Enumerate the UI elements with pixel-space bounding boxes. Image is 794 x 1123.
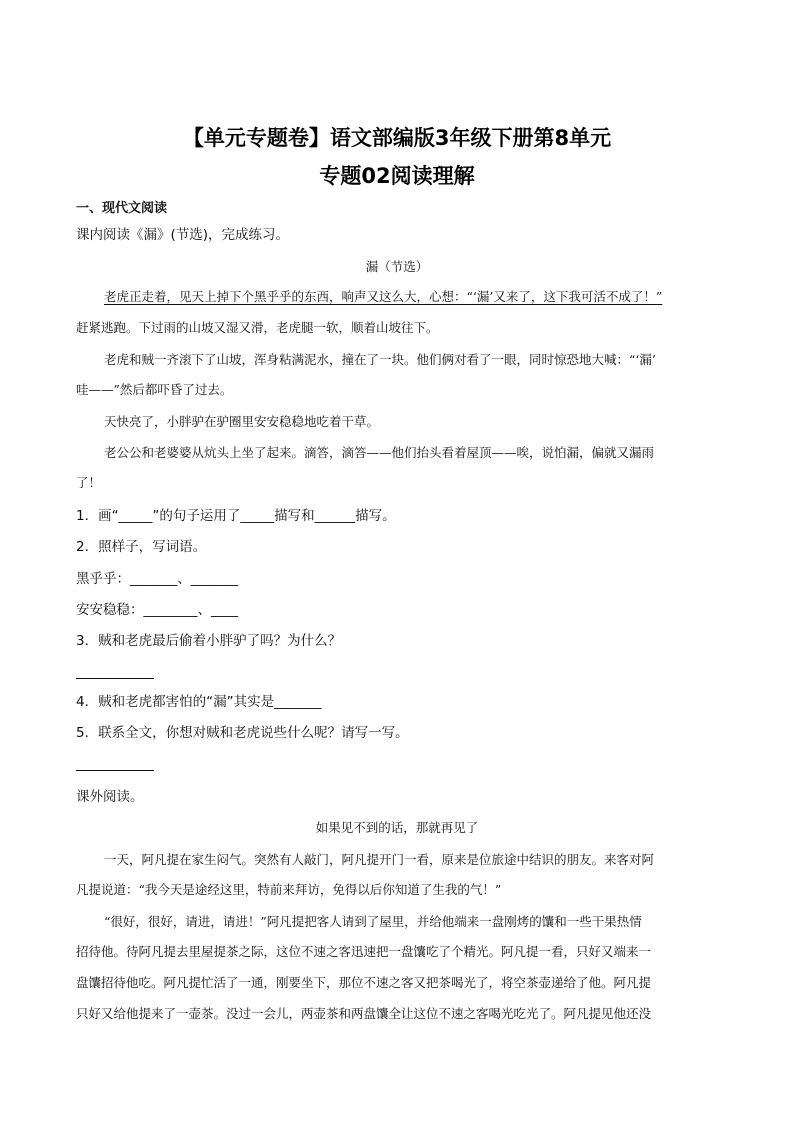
answer-line [76, 770, 154, 771]
reading-instruction: 课内阅读《漏》(节选)，完成练习。 [76, 227, 290, 243]
question-2: 2．照样子，写词语。 [76, 539, 207, 555]
page-subtitle: 专题02阅读理解 [319, 164, 475, 188]
question-5: 5．联系全文，你想对贼和老虎说些什么呢？请写一写。 [76, 725, 409, 741]
question-4: 4．贼和老虎都害怕的“漏”其实是_______ [76, 694, 322, 710]
passage-title: 漏（节选） [365, 259, 429, 274]
section-heading-modern-reading: 一、现代文阅读 [76, 201, 168, 216]
passage-paragraph: 一天，阿凡提在家生闷气。突然有人敲门，阿凡提开门一看，原来是位旅途中结识的朋友。来客对阿 [104, 852, 655, 867]
passage-paragraph: 天快亮了，小胖驴在驴圈里安安稳稳地吃着干草。 [104, 414, 380, 429]
question-2-item: 黑乎乎：_______、_______ [76, 571, 238, 587]
passage-paragraph: 凡提说道：“我今天是途经这里，特前来拜访，免得以后你知道了生我的气！” [76, 882, 502, 897]
section-heading-extracurricular: 课外阅读。 [76, 789, 144, 805]
passage-paragraph: 老公公和老婆婆从炕头上坐了起来。滴答，滴答——他们抬头看着屋顶——唉，说怕漏，偏就又漏雨 [104, 445, 655, 460]
passage-paragraph: 了！ [76, 475, 102, 490]
page-title: 【单元专题卷】语文部编版3年级下册第8单元 [182, 126, 612, 150]
passage-title: 如果见不到的话，那就再见了 [315, 820, 479, 835]
passage-paragraph: 只好又给他提来了一壶茶。没过一会儿，两壶茶和两盘馕全让这位不速之客喝光吃光了。阿凡提见他还没 [76, 1006, 652, 1021]
passage-paragraph: “很好，很好，请进，请进！”阿凡提把客人请到了屋里，并给他端来一盘刚烤的馕和一些干果热情 [104, 914, 642, 929]
underlined-sentence: 老虎正走着，见天上掉下个黑乎乎的东西，响声又这么大，心想：“‘漏’又来了，这下我可活不成了！” [104, 289, 663, 304]
passage-paragraph: 哇——”然后都吓昏了过去。 [76, 382, 233, 397]
question-1: 1．画“_____”的句子运用了_____描写和______描写。 [76, 508, 396, 524]
answer-line [76, 678, 154, 679]
passage-paragraph: 招待他。待阿凡提去里屋提茶之际，这位不速之客迅速把一盘馕吃了个精光。阿凡提一看，只好又端来一 [76, 944, 652, 959]
passage-paragraph: 老虎和贼一齐滚下了山坡，浑身粘满泥水，撞在了一块。他们俩对看了一眼，同时惊恐地大喊：“‘漏’ [104, 352, 656, 367]
passage-paragraph: 赶紧逃跑。下过雨的山坡又湿又滑，老虎腿一软，顺着山坡往下。 [76, 320, 439, 335]
passage-paragraph: 盘馕招待他吃。阿凡提忙活了一通，刚要坐下，那位不速之客又把茶喝光了，将空茶壶递给了他。阿凡提 [76, 975, 652, 990]
question-3: 3．贼和老虎最后偷着小胖驴了吗？为什么？ [76, 633, 342, 649]
question-2-item: 安安稳稳：________、____ [76, 602, 238, 618]
